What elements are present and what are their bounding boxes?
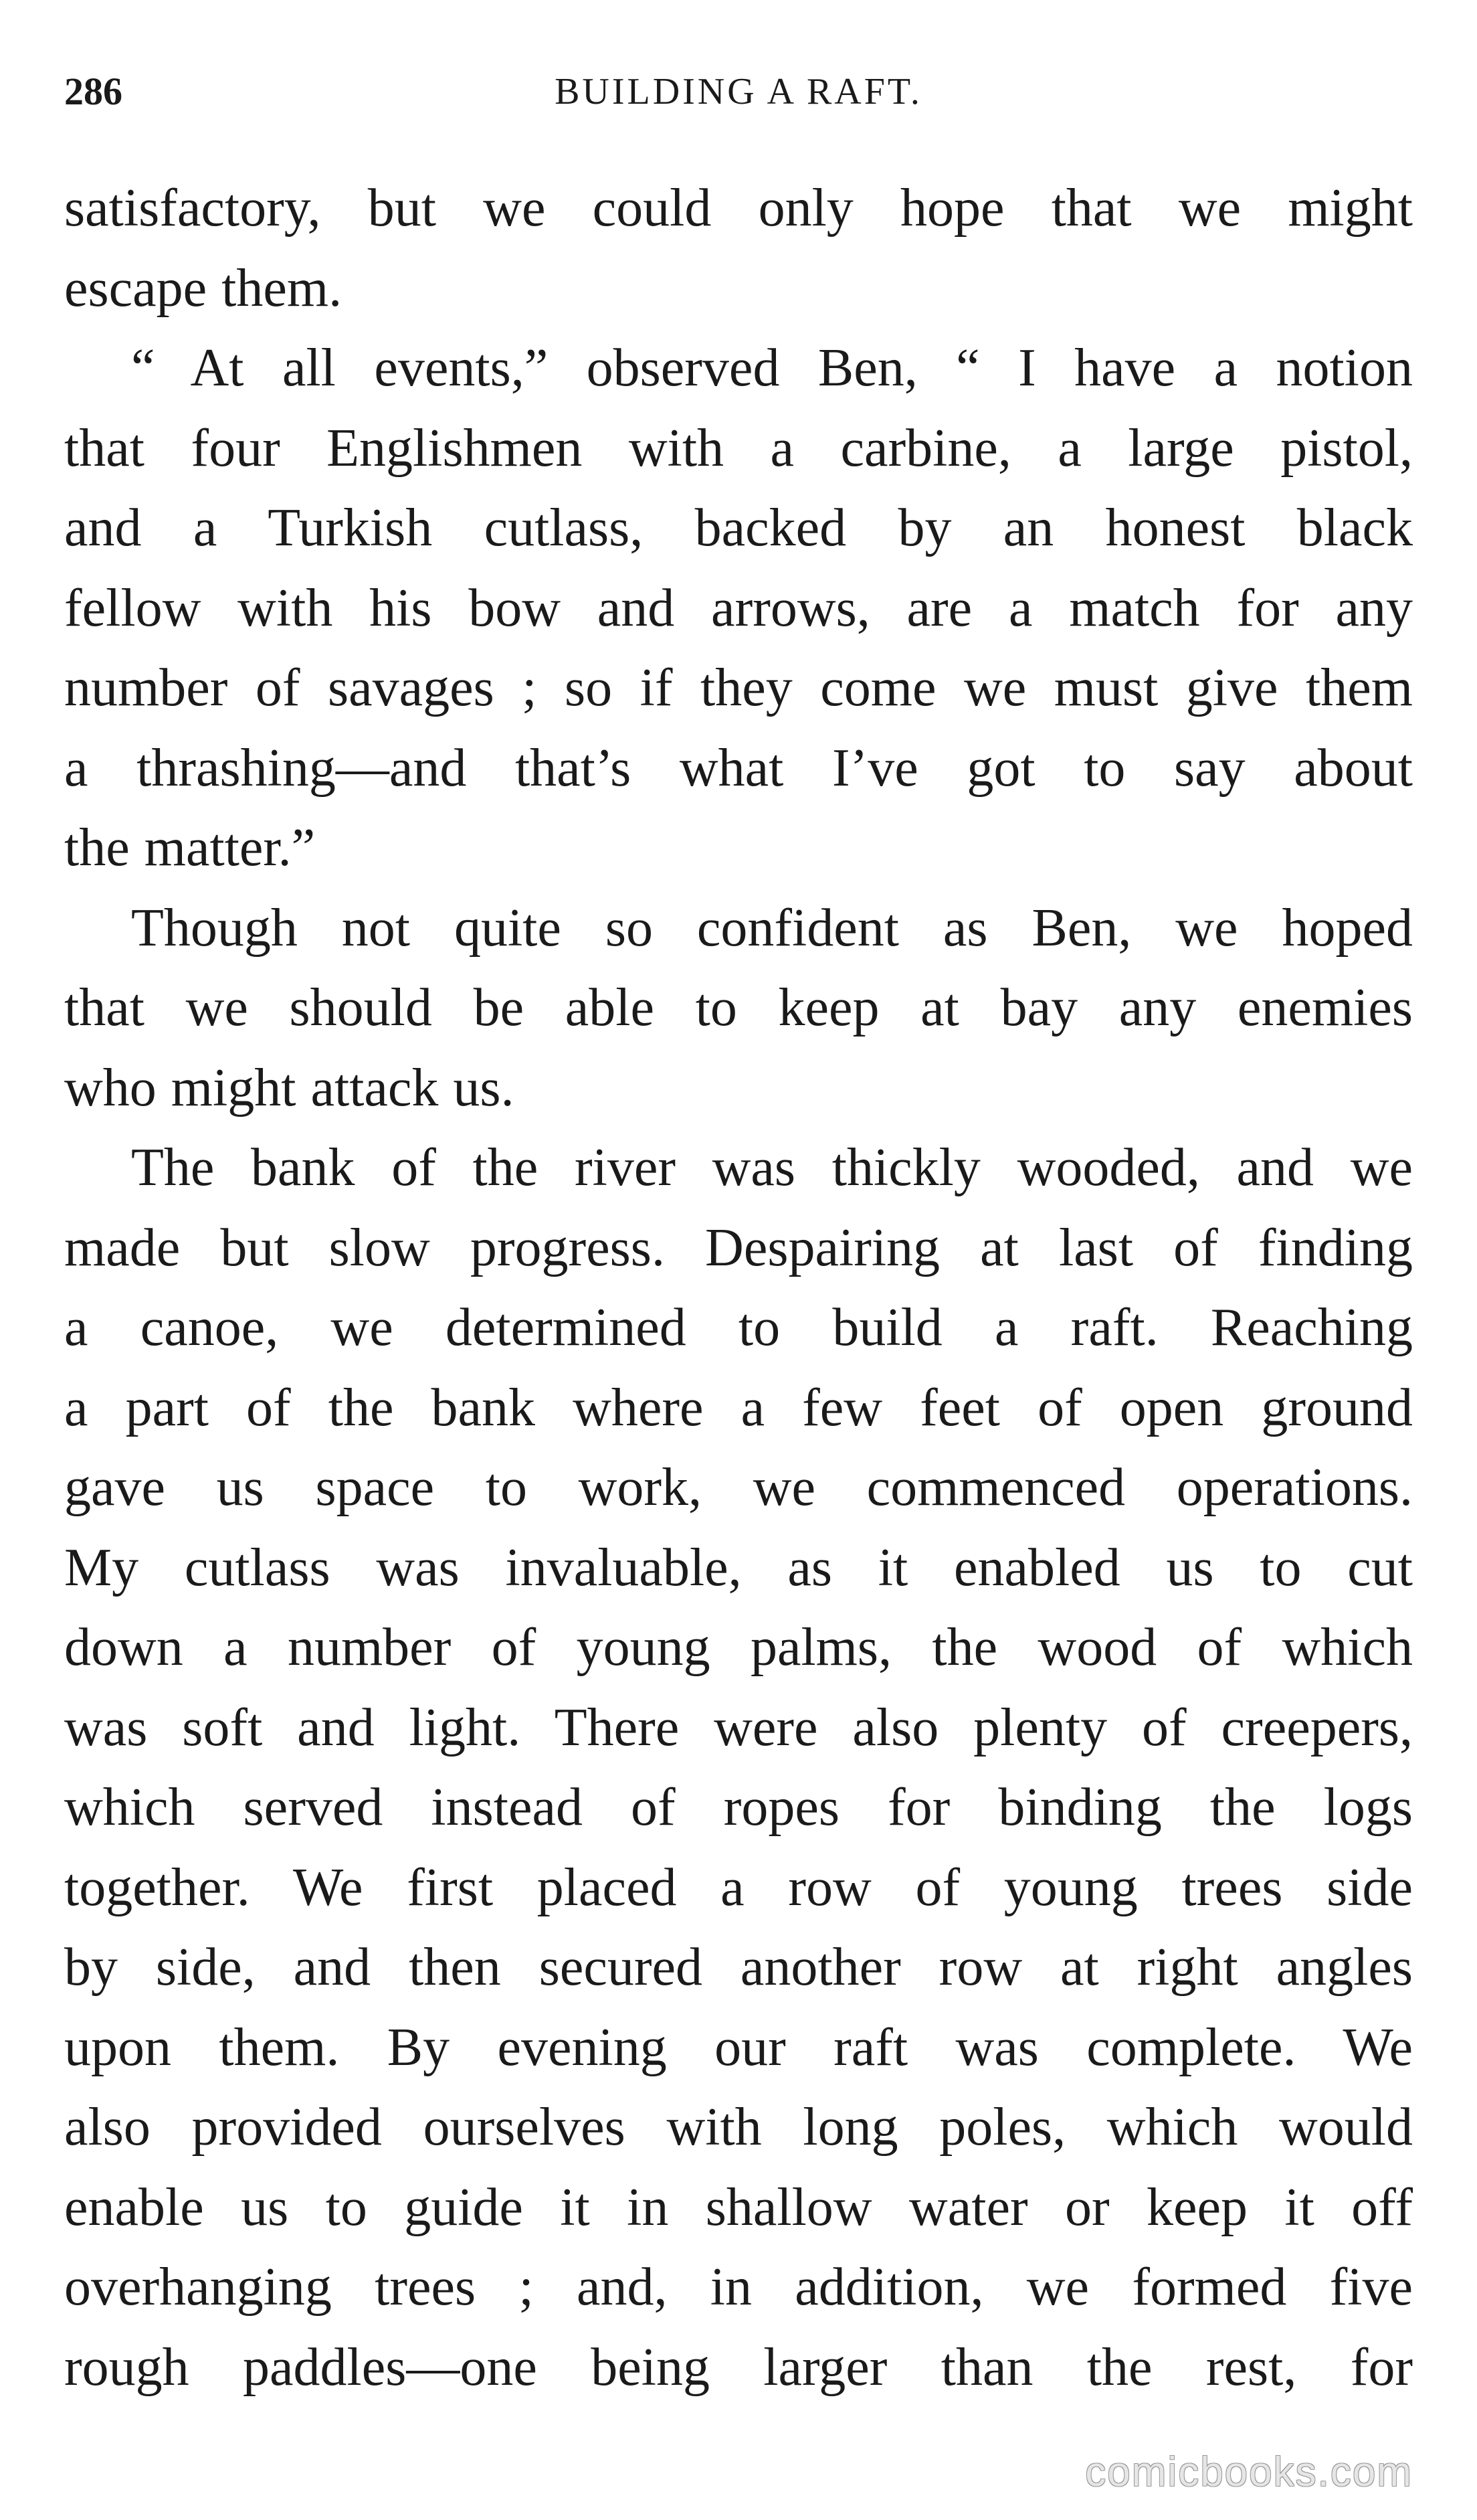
text-line: made but slow progress. Despairing at last of finding <box>64 1218 1413 1277</box>
text-line: The bank of the river was thickly wooded, and we <box>131 1138 1413 1197</box>
text-line: the matter.” <box>64 818 316 877</box>
text-line: Though not quite so confident as Ben, we hoped <box>131 898 1413 958</box>
text-line: a canoe, we determined to build a raft. Reaching <box>64 1298 1413 1357</box>
text-line: a thrashing—and that’s what I’ve got to say about <box>64 738 1413 798</box>
watermark: comicbooks.com <box>1085 2449 1413 2495</box>
text-line: My cutlass was invaluable, as it enabled us to cut <box>64 1538 1413 1597</box>
text-line: upon them. By evening our raft was complete. We <box>64 2017 1413 2077</box>
text-line: which served instead of ropes for binding the logs <box>64 1778 1413 1837</box>
text-line: was soft and light. There were also plenty of creepers, <box>64 1698 1413 1757</box>
running-head: BUILDING A RAFT. <box>555 71 922 112</box>
text-line: together. We first placed a row of young trees side <box>64 1858 1413 1917</box>
paragraph-2 <box>64 329 1413 889</box>
body-text <box>64 169 1413 2408</box>
text-line: and a Turkish cutlass, backed by an honest black <box>64 499 1413 557</box>
text-line: also provided ourselves with long poles, which would <box>64 2098 1413 2157</box>
text-line: who might attack us. <box>64 1058 514 1117</box>
text-line: satisfactory, but we could only hope that we might <box>64 179 1413 238</box>
text-line: down a number of young palms, the wood of which <box>64 1618 1413 1677</box>
paragraph-3 <box>64 889 1413 1129</box>
text-line: rough paddles—one being larger than the rest, for <box>64 2337 1413 2397</box>
text-line: gave us space to work, we commenced operations. <box>64 1458 1413 1517</box>
text-line: that we should be able to keep at bay any enemies <box>64 978 1413 1037</box>
text-line: number of savages ; so if they come we must give them <box>64 658 1413 717</box>
page-header <box>64 62 1413 122</box>
page-number: 286 <box>64 70 122 113</box>
paragraph-4 <box>64 1128 1413 2408</box>
text-line: overhanging trees ; and, in addition, we formed five <box>64 2258 1413 2317</box>
text-line: that four Englishmen with a carbine, a large pistol, <box>64 418 1413 478</box>
text-line: “ At all events,” observed Ben, “ I have a notion <box>131 339 1413 397</box>
text-line: escape them. <box>64 258 342 318</box>
text-line: by side, and then secured another row at right angles <box>64 1938 1413 1997</box>
text-line: enable us to guide it in shallow water or keep it off <box>64 2177 1413 2237</box>
paragraph-1 <box>64 169 1413 329</box>
text-line: fellow with his bow and arrows, are a match for any <box>64 578 1413 638</box>
text-line: a part of the bank where a few feet of open ground <box>64 1378 1413 1437</box>
